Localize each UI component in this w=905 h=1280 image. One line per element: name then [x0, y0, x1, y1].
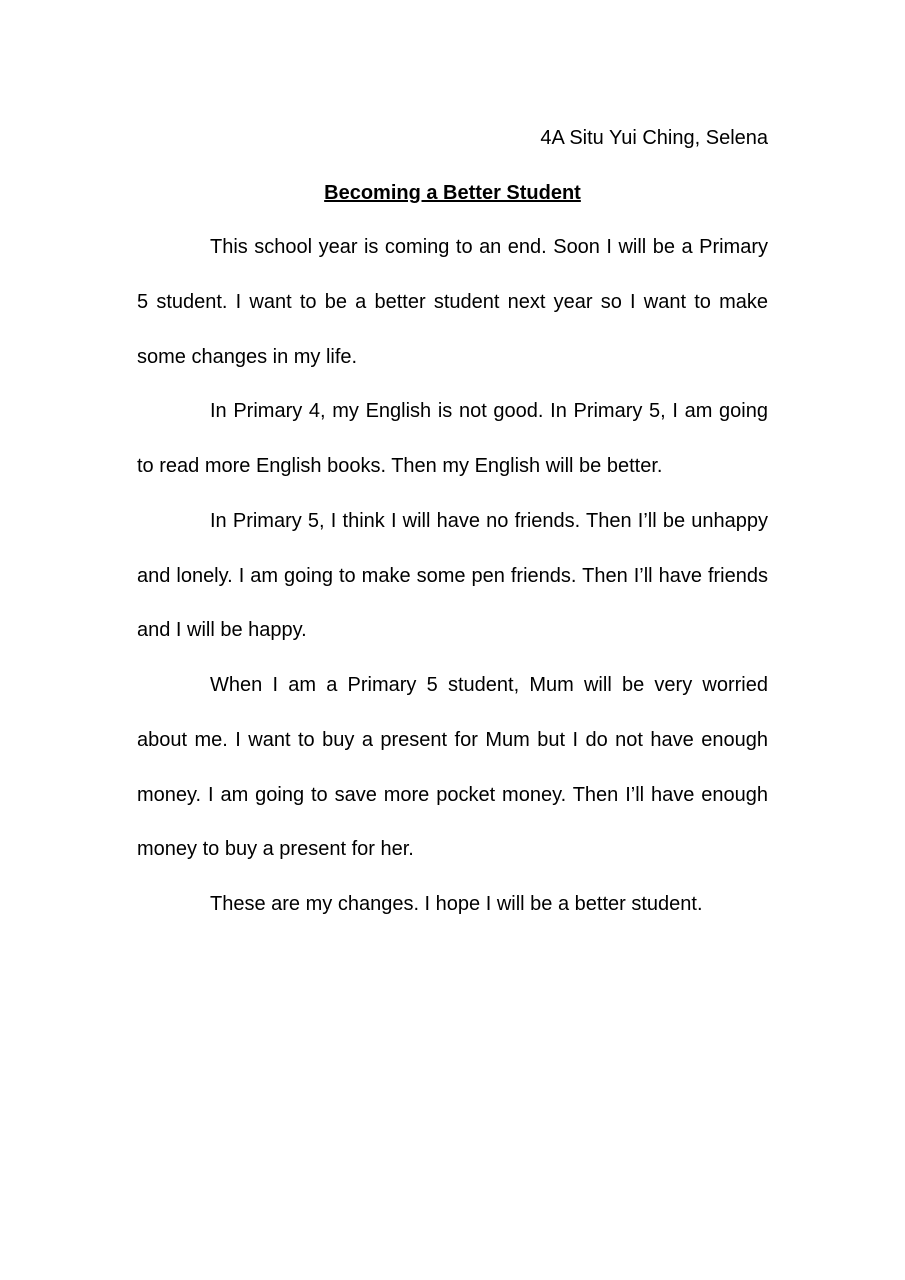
- paragraph-3: In Primary 5, I think I will have no friends. Then I’ll be unhappy and lonely. I am going to make some pen friends. Then I’ll have friends and I will be happy.: [137, 509, 768, 642]
- document-title: Becoming a Better Student: [324, 182, 581, 204]
- document-content: [137, 121, 768, 932]
- paragraph-5: These are my changes. I hope I will be a better student.: [210, 893, 703, 915]
- paragraph-1: This school year is coming to an end. Soon I will be a Primary 5 student. I want to be a better student next year so I want to make some changes in my life.: [137, 236, 768, 368]
- paragraph-4: When I am a Primary 5 student, Mum will be very worried about me. I want to buy a present for Mum but I do not have enough money. I am going to save more pocket money. Then I’ll have enough money to buy a present for her.: [137, 674, 768, 861]
- paragraph-2: In Primary 4, my English is not good. In Primary 5, I am going to read more English books. Then my English will be better.: [137, 400, 768, 477]
- essay-body: [137, 220, 768, 932]
- author-line: 4A Situ Yui Ching, Selena: [540, 127, 768, 149]
